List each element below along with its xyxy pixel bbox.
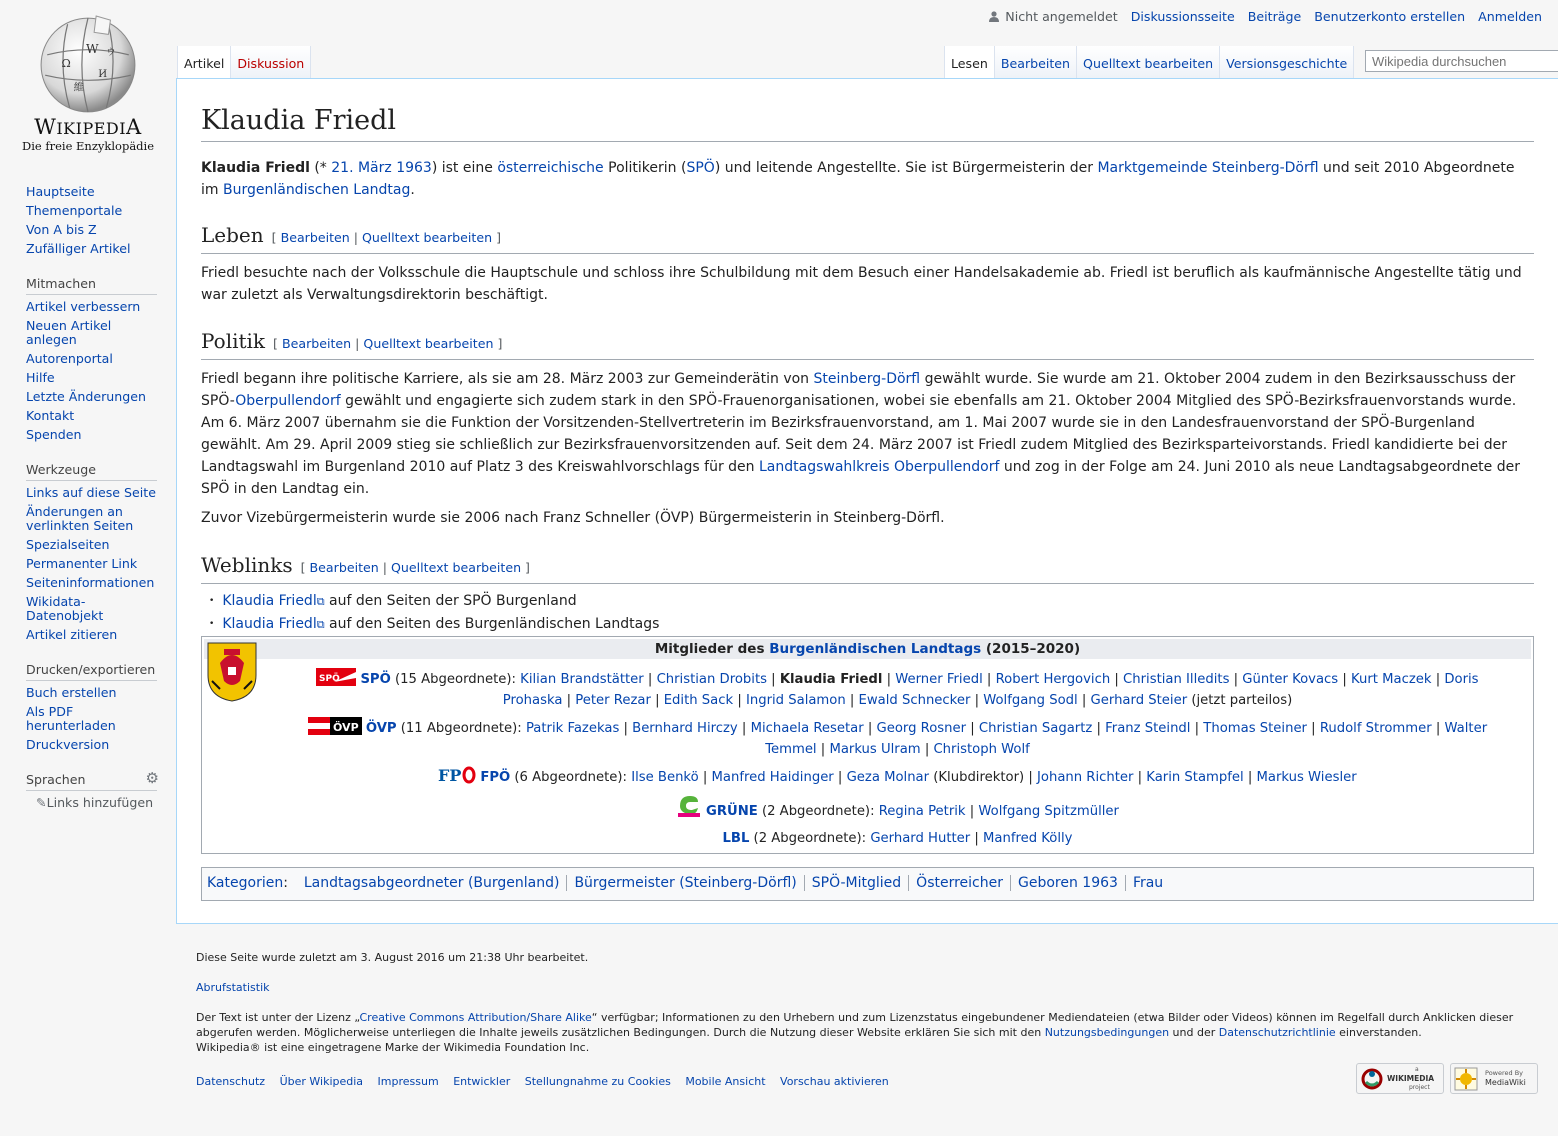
trademark-text: Wikipedia® ist eine eingetragene Marke der Wikimedia Foundation Inc. xyxy=(196,1041,590,1054)
wikimedia-project-badge[interactable]: a WIKIMEDIA project xyxy=(1356,1063,1444,1094)
section-edit-links: [ Bearbeiten | Quelltext bearbeiten ] xyxy=(273,336,503,351)
section-heading-politik: Politik [ Bearbeiten | Quelltext bearbeiten ] xyxy=(201,328,1534,360)
footer-link-mobile[interactable]: Mobile Ansicht xyxy=(685,1075,766,1088)
stats-link[interactable]: Abrufstatistik xyxy=(196,981,270,994)
wikipedia-logo[interactable] xyxy=(0,0,176,160)
user-status: Nicht angemeldet xyxy=(989,9,1121,24)
member-link[interactable]: Regina Petrik xyxy=(878,804,966,819)
member-link[interactable]: Manfred Kölly xyxy=(983,831,1073,846)
navbox-title-link[interactable]: Burgenländischen Landtags xyxy=(769,641,982,657)
list-item: • Klaudia Friedl⧉ auf den Seiten der SPÖ Burgenland xyxy=(209,590,1534,613)
party-link[interactable]: GRÜNE xyxy=(706,804,758,819)
footer-link-privacy[interactable]: Datenschutz xyxy=(196,1075,266,1088)
sidebar-item-book[interactable]: Buch erstellen xyxy=(26,685,117,700)
sidebar-mitmachen xyxy=(26,276,157,447)
birth-date-link[interactable]: 21. März 1963 xyxy=(331,160,432,176)
navbox-title: Mitglieder des Burgenländischen Landtags (2015–2020) xyxy=(204,639,1531,659)
section-heading-weblinks: Weblinks [ Bearbeiten | Quelltext bearbeiten ] xyxy=(201,552,1534,584)
sidebar-item-wikidata[interactable]: Wikidata-Datenobjekt xyxy=(26,594,104,623)
namespace-tabs xyxy=(177,46,311,78)
svg-text:SPÖ: SPÖ xyxy=(319,674,341,684)
sidebar-werkzeuge xyxy=(26,462,157,647)
sidebar-heading-drucken: Drucken/exportieren xyxy=(26,662,157,681)
wordmark: WIKIPEDIA xyxy=(34,115,142,139)
member-link[interactable]: Wolfgang Spitzmüller xyxy=(978,804,1119,819)
edit-source-link[interactable]: Quelltext bearbeiten xyxy=(362,230,493,245)
edit-source-link[interactable]: Quelltext bearbeiten xyxy=(391,560,522,575)
edit-link[interactable]: Bearbeiten xyxy=(309,560,379,575)
sidebar-heading-mitmachen: Mitmachen xyxy=(26,276,157,295)
spoe-logo-icon xyxy=(316,668,356,686)
powered-by-mediawiki-badge[interactable]: Powered By MediaWiki xyxy=(1450,1063,1538,1094)
edit-source-link[interactable]: Quelltext bearbeiten xyxy=(363,336,494,351)
member-link[interactable]: Markus Ulram xyxy=(829,742,921,757)
login-link[interactable]: Anmelden xyxy=(1478,9,1542,24)
leben-paragraph: Friedl besuchte nach der Volksschule die Hauptschule und schloss ihre Schulbildung mit dem Besuch einer Handelsakademie ab. Friedl ist beruflich als kaufmännische Angestellte tätig und war zuletzt als Verwaltungsdirektorin beschäftigt. xyxy=(201,265,1522,303)
article-body xyxy=(201,79,1534,636)
terms-link[interactable]: Nutzungsbedingungen xyxy=(1044,1026,1170,1039)
sidebar-item-help[interactable]: Hilfe xyxy=(26,370,55,385)
external-link[interactable]: Klaudia Friedl xyxy=(222,593,317,609)
create-account-link[interactable]: Benutzerkonto erstellen xyxy=(1314,9,1466,24)
footer-link-preview[interactable]: Vorschau aktivieren xyxy=(780,1075,889,1088)
sidebar-item-permalink[interactable]: Permanenter Link xyxy=(26,556,138,571)
weblinks-list xyxy=(201,590,1534,636)
sidebar-item-random[interactable]: Zufälliger Artikel xyxy=(26,241,131,256)
member-link[interactable]: Walter Temmel xyxy=(765,721,1488,757)
categories-label[interactable]: Kategorien xyxy=(207,875,284,891)
last-modified: Diese Seite wurde zuletzt am 3. August 2016 um 21:38 Uhr bearbeitet. xyxy=(196,951,589,964)
edit-link[interactable]: Bearbeiten xyxy=(281,336,352,351)
fpoe-logo-icon xyxy=(438,766,476,784)
member-link[interactable]: Edith Sack xyxy=(663,693,734,708)
gruene-logo-icon xyxy=(676,794,702,818)
user-icon xyxy=(989,11,999,22)
category-link[interactable]: Landtagsabgeordneter (Burgenland) xyxy=(303,875,560,891)
sidebar-item-new-article[interactable]: Neuen Artikel anlegen xyxy=(26,318,112,347)
search-input[interactable] xyxy=(1365,50,1558,72)
navbox-row-fpö: FP FPÖ (6 Abgeordnete): Ilse Benkö | Manfred Haidinger | Geza Molnar (Klubdirektor) | Johann Richter | Karin Stampfel | Markus Wiesler xyxy=(438,766,1357,785)
member-link[interactable]: Christian Illedits xyxy=(1123,672,1230,687)
footer-link-cookies[interactable]: Stellungnahme zu Cookies xyxy=(524,1075,671,1088)
member-link[interactable]: Wolfgang Sodl xyxy=(983,693,1078,708)
category-link[interactable]: SPÖ-Mitglied xyxy=(804,875,908,891)
tab-discussion[interactable]: Diskussion xyxy=(231,46,311,78)
member-link[interactable]: Robert Hergovich xyxy=(995,672,1111,687)
section-edit-links: [ Bearbeiten | Quelltext bearbeiten ] xyxy=(300,560,530,575)
member-link[interactable]: Bernhard Hirczy xyxy=(632,721,738,736)
navbox-groups xyxy=(204,668,1531,849)
member-link[interactable]: Christian Sagartz xyxy=(978,721,1093,736)
member-link[interactable]: Geza Molnar xyxy=(846,770,930,785)
tagline: Die freie Enzyklopädie xyxy=(21,139,155,153)
sidebar-item-authors[interactable]: Autorenportal xyxy=(26,351,113,366)
privacy-policy-link[interactable]: Datenschutzrichtlinie xyxy=(1218,1026,1336,1039)
svg-text:ÖVP: ÖVP xyxy=(332,721,359,734)
member-link[interactable]: Kilian Brandstätter xyxy=(520,672,644,687)
tab-article[interactable]: Artikel xyxy=(177,46,231,78)
sidebar-item-recent-changes[interactable]: Letzte Änderungen xyxy=(26,389,146,404)
tab-edit[interactable]: Bearbeiten xyxy=(995,46,1077,78)
sidebar-item-pdf[interactable]: Als PDF herunterladen xyxy=(26,704,116,733)
contributions-link[interactable]: Beiträge xyxy=(1247,9,1302,24)
external-link-icon: ⧉ xyxy=(316,618,325,631)
member-link[interactable]: Ewald Schnecker xyxy=(858,693,971,708)
section-heading-leben: Leben [ Bearbeiten | Quelltext bearbeiten ] xyxy=(201,222,1534,254)
navbox-row-grüne: GRÜNE (2 Abgeordnete): Regina Petrik | Wolfgang Spitzmüller xyxy=(294,794,1501,822)
category-list xyxy=(297,875,1170,891)
municipality-link[interactable]: Marktgemeinde Steinberg-Dörfl xyxy=(1097,160,1319,176)
member-link[interactable]: Peter Rezar xyxy=(575,693,651,708)
add-language-links[interactable]: Links hinzufügen xyxy=(46,795,154,810)
svg-text:維: 維 xyxy=(73,82,84,94)
svg-text:W: W xyxy=(85,41,99,56)
party-link[interactable]: SPÖ xyxy=(360,672,391,687)
sidebar-item-hauptseite[interactable]: Hauptseite xyxy=(26,184,95,199)
member-link[interactable]: Doris Prohaska xyxy=(502,672,1479,708)
svg-text:Ω: Ω xyxy=(61,57,71,71)
member-link[interactable]: Rudolf Strommer xyxy=(1319,721,1432,736)
party-link[interactable]: SPÖ xyxy=(686,160,715,176)
member-current: Klaudia Friedl xyxy=(779,672,883,687)
member-link[interactable]: Christoph Wolf xyxy=(933,742,1030,757)
member-link[interactable]: Werner Friedl xyxy=(895,672,983,687)
personal-tools xyxy=(980,9,1542,24)
nationality-link[interactable]: österreichische xyxy=(497,160,604,176)
navbox-row-lbl: LBL (2 Abgeordnete): Gerhard Hutter | Manfred Kölly xyxy=(722,831,1073,846)
member-link[interactable]: Michaela Resetar xyxy=(750,721,864,736)
sidebar-item-themenportale[interactable]: Themenportale xyxy=(26,203,123,218)
sidebar-item-donate[interactable]: Spenden xyxy=(26,427,82,442)
section-edit-links: [ Bearbeiten | Quelltext bearbeiten ] xyxy=(271,230,501,245)
sidebar-item-related-changes[interactable]: Änderungen an verlinkten Seiten xyxy=(26,504,134,533)
sidebar-navigation xyxy=(26,185,157,261)
footer-links xyxy=(196,1074,1536,1089)
member-link[interactable]: Gerhard Steier xyxy=(1090,693,1188,708)
politik-paragraph-1: Friedl begann ihre politische Karriere, als sie am 28. März 2003 zur Gemeinderätin von Steinberg-Dörfl gewählt wurde. Sie wurde am 21. Oktober 2004 zudem in den Bezirksausschuss der SPÖ-Oberpullendorf gewählt und engagierte sich zudem stark in den SPÖ-Frauenorganisationen, wobei sie ebenfalls am 21. Oktober 2004 Mitglied des SPÖ-Bezirksfrauenvorstands wurde. Am 6. März 2007 übernahm sie die Funktion der Vorsitzenden-Stellvertreterin im Bezirksfrauenvorstand, am 1. Mai 2007 wurde sie in den Landesfrauenvorstand der SPÖ-Burgenland gewählt. Am 29. April 2009 stieg sie schließlich zur Bezirksfrauenvorsitzenden auf. Seit dem 24. März 2007 ist Friedl zudem Mitglied des Bezirksparteivorstands. Friedl kandidierte bei der Landtagswahl im Burgenland 2010 auf Platz 3 des Kreiswahlvorschlags für den Landtagswahlkreis Oberpullendorf und zog in der Folge am 24. Juni 2010 als neue Landtagsabgeordnete der SPÖ in den Landtag ein. xyxy=(201,371,1520,497)
member-link[interactable]: Markus Wiesler xyxy=(1256,770,1357,785)
pencil-icon: ✎ xyxy=(36,795,47,810)
member-link[interactable]: Johann Richter xyxy=(1037,770,1134,785)
footer-link-about[interactable]: Über Wikipedia xyxy=(279,1075,364,1088)
license-link[interactable]: Creative Commons Attribution/Share Alike xyxy=(359,1011,592,1024)
svg-text:FP: FP xyxy=(438,766,462,784)
list-item: • Klaudia Friedl⧉ auf den Seiten des Burgenländischen Landtags xyxy=(209,613,1534,636)
navbox-row-spö: SPÖ SPÖ (15 Abgeordnete): Kilian Brandstätter | Christian Drobits | Klaudia Friedl | Werner Friedl | Robert Hergovich | Christian Illedits | Günter Kovacs | Kurt Maczek | Doris Prohaska | Peter Rezar | Edith Sack | Ingrid Salamon | Ewald Schnecker | Wolfgang Sodl | Gerhard Steier (jetzt parteilos) xyxy=(294,668,1501,711)
tab-read[interactable]: Lesen xyxy=(944,46,995,78)
sidebar-heading-sprachen: Sprachen ⚙ xyxy=(26,772,157,791)
member-link[interactable]: Georg Rosner xyxy=(876,721,967,736)
category-link[interactable]: Bürgermeister (Steinberg-Dörfl) xyxy=(566,875,803,891)
steinberg-link[interactable]: Steinberg-Dörfl xyxy=(813,371,921,387)
footer-link-impressum[interactable]: Impressum xyxy=(377,1075,439,1088)
navbox-row-övp: ÖVP ÖVP (11 Abgeordnete): Patrik Fazekas | Bernhard Hirczy | Michaela Resetar | Georg Rosner | Christian Sagartz | Franz Steindl | Thomas Steiner | Rudolf Strommer | Walter Temmel | Markus Ulram | Christoph Wolf xyxy=(294,717,1501,760)
sidebar-item-contact[interactable]: Kontakt xyxy=(26,408,75,423)
external-link-icon: ⧉ xyxy=(316,595,325,608)
page-title: Klaudia Friedl xyxy=(201,103,1534,142)
sidebar-drucken xyxy=(26,662,157,757)
category-link[interactable]: Österreicher xyxy=(908,875,1010,891)
member-link[interactable]: Gerhard Hutter xyxy=(870,831,971,846)
sidebar-item-a-bis-z[interactable]: Von A bis Z xyxy=(26,222,97,237)
oberpullendorf-link[interactable]: Oberpullendorf xyxy=(235,393,341,409)
sidebar-item-special-pages[interactable]: Spezialseiten xyxy=(26,537,110,552)
politik-paragraph-2: Zuvor Vizebürgermeisterin wurde sie 2006 nach Franz Schneller (ÖVP) Bürgermeisterin in Steinberg-Dörfl. xyxy=(201,510,945,526)
footer xyxy=(196,950,1536,1089)
sidebar-heading-werkzeuge: Werkzeuge xyxy=(26,462,157,481)
wahlkreis-link[interactable]: Landtagswahlkreis Oberpullendorf xyxy=(758,459,1000,475)
license-text: Der Text ist unter der Lizenz „Creative Commons Attribution/Share Alike“ verfügbar; Informationen zu den Urhebern und zum Lizenzstatus eingebundener Mediendateien (etwa Bilder oder Videos) können im Regelfall durch Anklicken dieser abgerufen werden. Möglicherweise unterliegen die Inhalte jeweils zusätzlichen Bedingungen. Durch die Nutzung dieser Website erklären Sie sich mit den Nutzungsbedingungen und der Datenschutzrichtlinie einverstanden. xyxy=(196,1011,1514,1039)
sidebar-item-whatlinkshere[interactable]: Links auf diese Seite xyxy=(26,485,156,500)
parliament-link[interactable]: Burgenländischen Landtag xyxy=(222,182,411,198)
talk-link[interactable]: Diskussionsseite xyxy=(1130,9,1235,24)
category-links: Kategorien: Landtagsabgeordneter (Burgenland) Bürgermeister (Steinberg-Dörfl) SPÖ-Mitglied Österreicher Geboren 1963 Frau xyxy=(201,867,1534,901)
globe-icon xyxy=(37,14,139,116)
member-link[interactable]: Patrik Fazekas xyxy=(525,721,620,736)
external-link[interactable]: Klaudia Friedl xyxy=(222,616,317,632)
sidebar-item-page-info[interactable]: Seiteninformationen xyxy=(26,575,155,590)
member-link[interactable]: Christian Drobits xyxy=(656,672,767,687)
party-link[interactable]: ÖVP xyxy=(365,721,397,736)
member-link[interactable]: Kurt Maczek xyxy=(1351,672,1432,687)
tab-edit-source[interactable]: Quelltext bearbeiten xyxy=(1077,46,1220,78)
party-link[interactable]: LBL xyxy=(722,831,750,846)
intro-paragraph: Klaudia Friedl (* 21. März 1963) ist eine österreichische Politikerin (SPÖ) und leitende Angestellte. Sie ist Bürgermeisterin der Marktgemeinde Steinberg-Dörfl und seit 2010 Abgeordnete im Burgenländischen Landtag. xyxy=(201,160,1515,198)
navbox xyxy=(201,636,1534,854)
member-link[interactable]: Franz Steindl xyxy=(1105,721,1191,736)
sidebar-sprachen xyxy=(26,769,159,815)
view-tabs xyxy=(944,46,1354,78)
sidebar-item-print[interactable]: Druckversion xyxy=(26,737,110,752)
oevp-logo-icon xyxy=(308,717,362,735)
member-link[interactable]: Karin Stampfel xyxy=(1146,770,1244,785)
wikimedia-logo-icon xyxy=(1361,1068,1383,1090)
category-link[interactable]: Geboren 1963 xyxy=(1010,875,1125,891)
main-content xyxy=(176,78,1558,924)
sidebar-item-cite[interactable]: Artikel zitieren xyxy=(26,627,118,642)
footer-link-developers[interactable]: Entwickler xyxy=(453,1075,511,1088)
mediawiki-logo-icon xyxy=(1454,1067,1478,1091)
edit-link[interactable]: Bearbeiten xyxy=(280,230,350,245)
party-link[interactable]: FPÖ xyxy=(480,770,511,785)
svg-text:И: И xyxy=(98,69,108,81)
sidebar xyxy=(0,180,176,815)
member-link[interactable]: Thomas Steiner xyxy=(1203,721,1307,736)
category-link[interactable]: Frau xyxy=(1125,875,1170,891)
member-link[interactable]: Ingrid Salamon xyxy=(745,693,846,708)
gear-icon[interactable]: ⚙ xyxy=(145,769,159,787)
member-link[interactable]: Günter Kovacs xyxy=(1242,672,1339,687)
tab-history[interactable]: Versionsgeschichte xyxy=(1220,46,1354,78)
coat-of-arms-icon xyxy=(206,641,258,703)
svg-text:ウ: ウ xyxy=(106,46,116,58)
member-link[interactable]: Ilse Benkö xyxy=(631,770,699,785)
member-link[interactable]: Manfred Haidinger xyxy=(711,770,834,785)
sidebar-item-improve[interactable]: Artikel verbessern xyxy=(26,299,141,314)
